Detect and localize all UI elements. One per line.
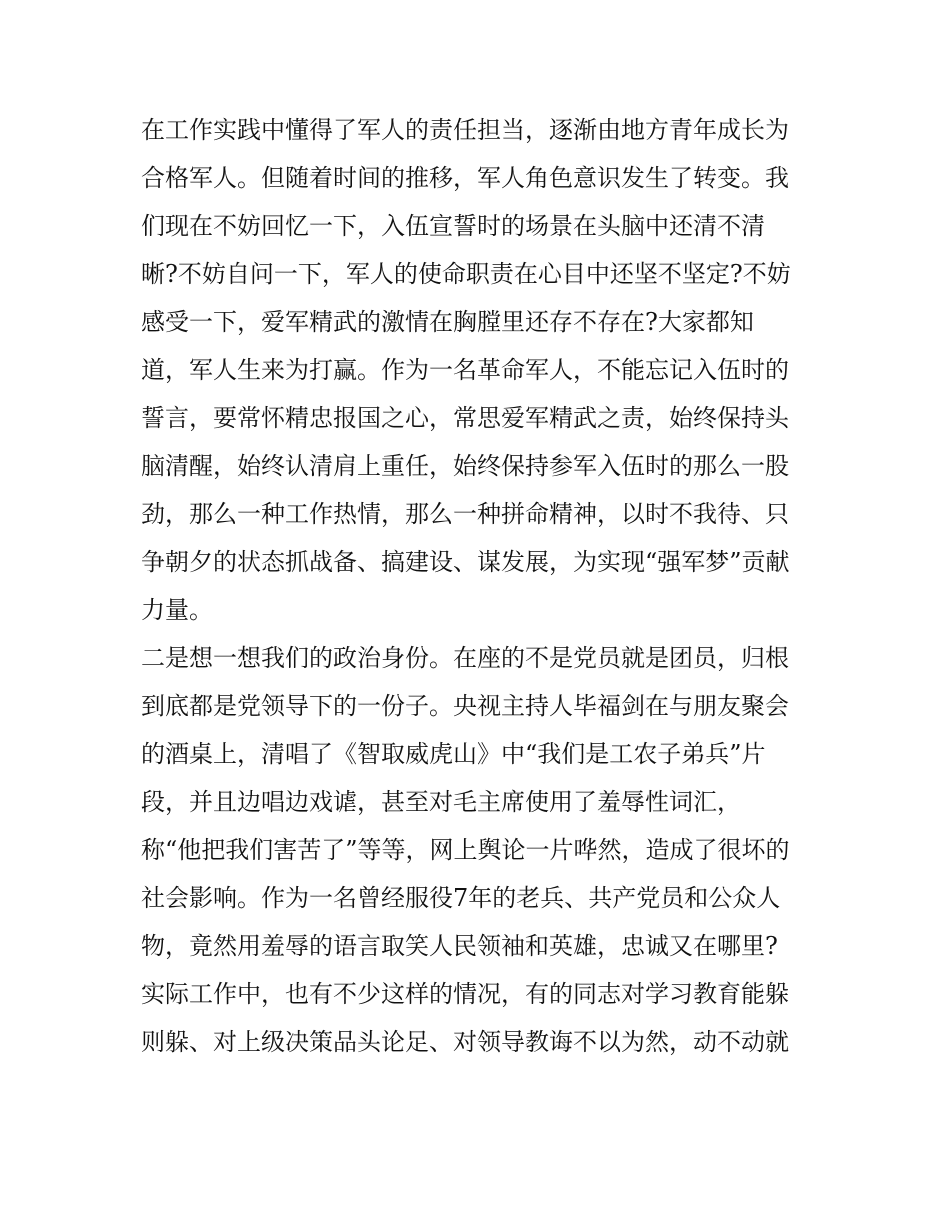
text-line: 们现在不妨回忆一下，入伍宣誓时的场景在头脑中还清不清	[141, 212, 765, 240]
text-line: 物，竟然用羞辱的语言取笑人民领袖和英雄，忠诚又在哪里?	[141, 932, 778, 960]
text-line: 合格军人。但随着时间的推移，军人角色意识发生了转变。我	[141, 164, 789, 192]
text-line: 道，军人生来为打赢。作为一名革命军人，不能忘记入伍时的	[141, 356, 789, 384]
paragraph-start-line: 二是想一想我们的政治身份。在座的不是党员就是团员，归根	[141, 644, 789, 672]
text-line: 争朝夕的状态抓战备、搞建设、谋发展，为实现“强军梦”贡献	[141, 548, 790, 576]
text-line: 段，并且边唱边戏谑，甚至对毛主席使用了羞辱性词汇，	[141, 788, 741, 816]
text-line: 脑清醒，始终认清肩上重任，始终保持参军入伍时的那么一股	[141, 452, 789, 480]
text-line: 晰?不妨自问一下，军人的使命职责在心目中还坚不坚定?不妨	[141, 260, 791, 288]
text-line: 的酒桌上，清唱了《智取威虎山》中“我们是工农子弟兵”片	[141, 740, 766, 768]
text-line: 在工作实践中懂得了军人的责任担当，逐渐由地方青年成长为	[141, 116, 789, 144]
text-line: 社会影响。作为一名曾经服役7年的老兵、共产党员和公众人	[141, 884, 781, 912]
text-line: 劲，那么一种工作热情，那么一种拼命精神，以时不我待、只	[141, 500, 789, 528]
text-line: 感受一下，爱军精武的激情在胸膛里还存不存在?大家都知	[141, 308, 754, 336]
text-line: 力量。	[141, 596, 213, 624]
text-line: 实际工作中，也有不少这样的情况，有的同志对学习教育能躲	[141, 980, 789, 1008]
text-line: 称“他把我们害苦了”等等，网上舆论一片哗然，造成了很坏的	[141, 836, 790, 864]
text-line: 到底都是党领导下的一份子。央视主持人毕福剑在与朋友聚会	[141, 692, 789, 720]
text-line: 则躲、对上级决策品头论足、对领导教诲不以为然，动不动就	[141, 1028, 789, 1056]
body-text	[141, 106, 821, 1066]
text-line: 誓言，要常怀精忠报国之心，常思爱军精武之责，始终保持头	[141, 404, 789, 432]
